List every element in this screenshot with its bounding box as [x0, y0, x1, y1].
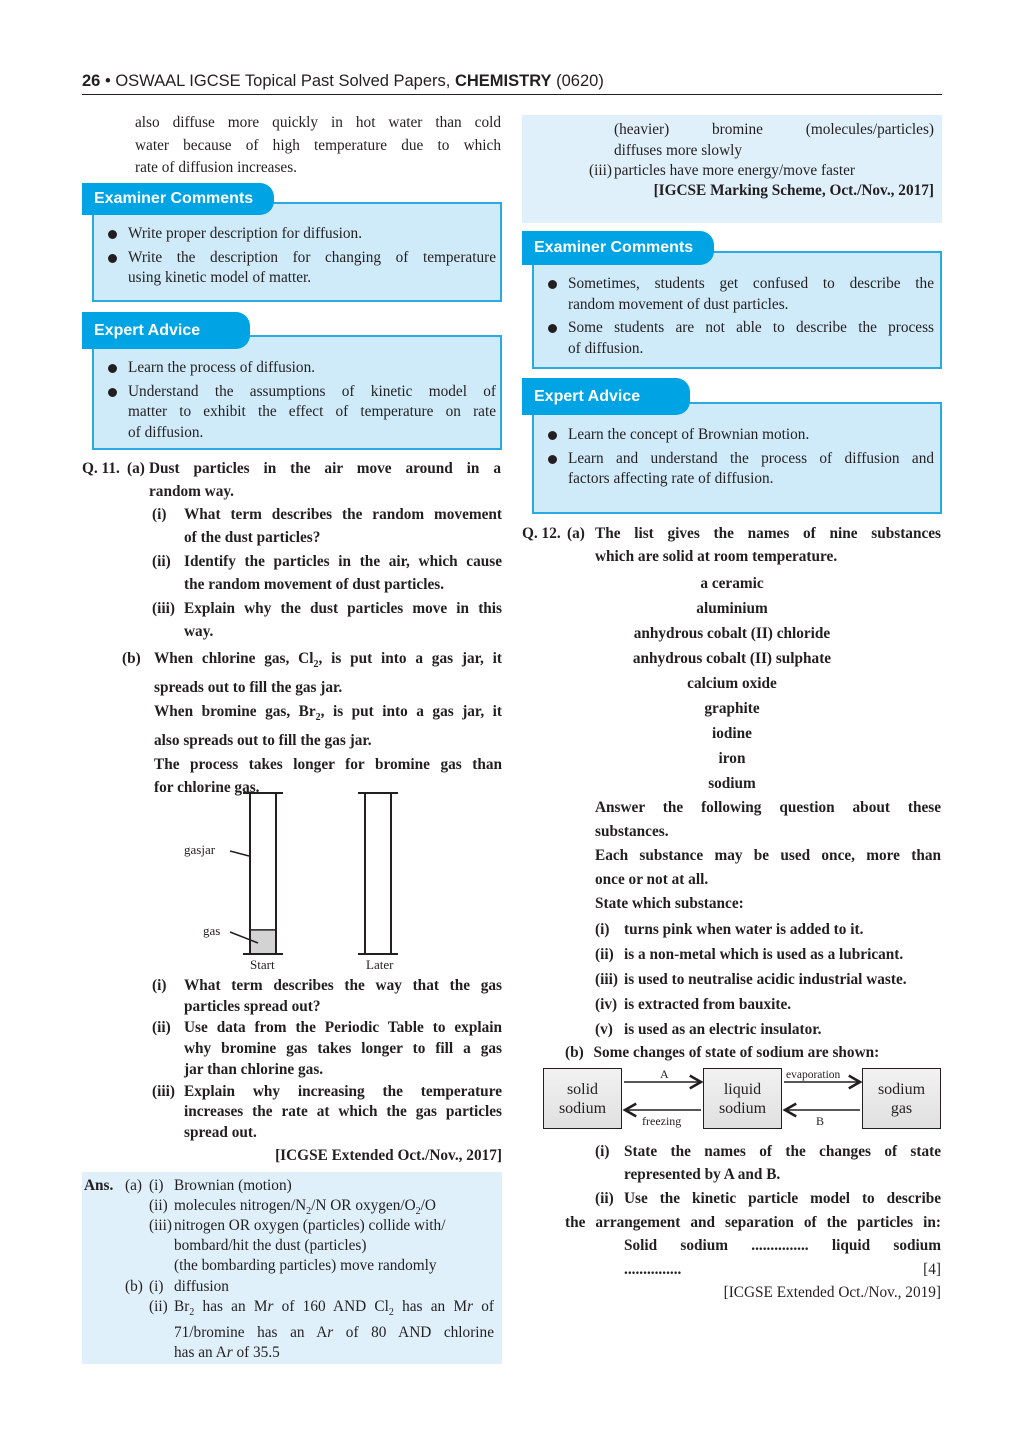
- sub-label: (iii): [149, 1217, 172, 1234]
- text-line: When chlorine gas, $Cl_2$, is put into a gas jar, it: [154, 650, 502, 671]
- examiner-comments-title: Examiner Comments: [522, 231, 714, 265]
- item-text: random movement of dust particles.: [568, 295, 789, 313]
- text-line: The list gives the names of nine substances: [595, 525, 941, 542]
- expert-advice-list: [108, 358, 496, 443]
- text-line: jar than chlorine gas.: [184, 1060, 324, 1078]
- sub-label: (iii): [152, 600, 175, 617]
- text-line: the random movement of dust particles.: [184, 575, 445, 593]
- item-text: of diffusion.: [568, 339, 644, 357]
- text-line: What term describes the way that the gas: [184, 977, 502, 994]
- label-evaporation: evaporation: [786, 1069, 841, 1081]
- bullet-icon: [548, 324, 557, 333]
- text-line: water because of high temperature due to which: [135, 136, 501, 154]
- examiner-comments-list: [548, 274, 934, 359]
- sub-label: (iii): [589, 162, 612, 179]
- question-number: Q. 12.: [522, 525, 561, 542]
- substance-item: anhydrous cobalt (II) chloride: [633, 625, 831, 642]
- sub-label: (ii): [152, 1019, 171, 1037]
- bullet-icon: [548, 280, 557, 289]
- label-A: A: [660, 1067, 669, 1081]
- text-line: once or not at all.: [595, 870, 709, 888]
- label-B: B: [816, 1114, 825, 1128]
- text-line: rate of diffusion increases.: [135, 159, 297, 176]
- list-item: [108, 248, 496, 289]
- part-label: (a): [125, 1177, 142, 1194]
- item-text: Write the description for changing of temperature: [128, 248, 496, 266]
- item-text: of diffusion.: [128, 423, 204, 441]
- text-line: also spreads out to fill the gas jar.: [154, 731, 372, 749]
- sub-question: [152, 551, 502, 596]
- q12-b-ii: [565, 1187, 941, 1305]
- item-text: Write proper description for diffusion.: [128, 225, 363, 242]
- text-line: random way.: [149, 482, 234, 500]
- substance-item: iodine: [712, 725, 752, 742]
- fill-in-line: Solid sodium ............... liquid sodium: [624, 1237, 941, 1254]
- q11-source: [ICGSE Extended Oct./Nov., 2017]: [275, 1147, 502, 1164]
- sub-question: [152, 598, 502, 643]
- text-line: for chlorine gas.: [154, 778, 260, 796]
- state-box-solid: solid sodium: [543, 1068, 622, 1129]
- bullet-icon: [548, 431, 557, 440]
- part-label: (a): [127, 460, 145, 477]
- item-text: Learn and understand the process of diffusion and: [568, 449, 934, 467]
- q11-b: [122, 648, 502, 799]
- text-line: (heavier) bromine (molecules/particles): [614, 121, 934, 138]
- text-line: When bromine gas, $Br_2$, is put into a gas jar, it: [154, 703, 502, 724]
- answer-continued: [614, 120, 934, 161]
- text-line: way.: [184, 622, 214, 640]
- list-item: [108, 382, 496, 444]
- answer-text: molecules nitrogen/$N_2/N$ OR oxygen/$O_2/O$: [174, 1197, 436, 1218]
- sub-question: (v) is used as an electric insulator.: [595, 1021, 822, 1038]
- text-line: Dust particles in the air move around in a: [149, 460, 501, 477]
- sub-label: (ii): [149, 1298, 168, 1315]
- text-line: the arrangement and separation of the particles in:: [565, 1213, 941, 1231]
- text-line: of the dust particles?: [184, 528, 321, 546]
- sub-label: (i): [152, 506, 167, 523]
- answer-text: Brownian (motion): [174, 1177, 292, 1194]
- sub-label: (iii): [152, 1082, 175, 1100]
- q12-source: [ICGSE Extended Oct./Nov., 2019]: [723, 1284, 941, 1301]
- answer-text: diffusion: [174, 1278, 229, 1295]
- marks: [4]: [923, 1260, 941, 1278]
- part-label: (b): [122, 650, 141, 667]
- sub-question: [152, 976, 502, 1017]
- label-gasjar: gasjar: [184, 842, 216, 857]
- substance-item: graphite: [704, 700, 760, 717]
- question-11: [82, 458, 502, 503]
- examiner-comments-list: [108, 224, 496, 289]
- label-gas: gas: [203, 923, 221, 938]
- item-text: Sometimes, students get confused to describe the: [568, 275, 934, 292]
- text-line: Explain why the dust particles move in this: [184, 600, 502, 617]
- subject-code: (0620): [556, 72, 604, 90]
- answer-text: nitrogen OR oxygen (particles) collide with/ bombard/hit the dust (particles) (the bombarding particles) move randomly: [174, 1217, 446, 1275]
- answer-source: [IGCSE Marking Scheme, Oct./Nov., 2017]: [653, 182, 934, 199]
- header-bullet: •: [104, 72, 111, 90]
- sub-question: [152, 1018, 502, 1080]
- answer-text: $Br_2$ has an Mr of 160 AND $Cl_2$ has an Mr of 71/bromine has an Ar of 80 AND chlorine has an Ar of 35.5: [174, 1298, 495, 1362]
- bullet-icon: [548, 455, 557, 464]
- label-later: Later: [366, 957, 394, 972]
- list-item: [108, 224, 496, 245]
- state-arrows: [620, 1065, 865, 1130]
- substance-item: iron: [718, 750, 746, 767]
- label-freezing: freezing: [642, 1114, 682, 1128]
- page-header: [82, 70, 942, 95]
- text-line: Some changes of state of sodium are shown:: [593, 1044, 880, 1061]
- list-item: [108, 358, 496, 379]
- bullet-icon: [108, 388, 117, 397]
- list-item: [548, 318, 934, 359]
- substance-item: aluminium: [696, 600, 768, 617]
- expert-advice-list: [548, 425, 934, 490]
- text-line: also diffuse more quickly in hot water than cold: [135, 114, 501, 131]
- text-line: What term describes the random movement: [184, 506, 502, 523]
- text-line: State which substance:: [595, 895, 744, 912]
- substance-list: [522, 571, 942, 796]
- sub-question: [152, 1082, 502, 1144]
- item-text: Learn the process of diffusion.: [128, 359, 316, 376]
- expert-advice-title: Expert Advice: [82, 312, 250, 349]
- text-line: Use data from the Periodic Table to explain: [184, 1019, 502, 1037]
- bullet-icon: [108, 364, 117, 373]
- list-item: [548, 274, 934, 315]
- fill-in-line-2: ............... [4]: [624, 1258, 941, 1282]
- subject-name: CHEMISTRY: [454, 72, 552, 90]
- intro-paragraph: [135, 112, 501, 180]
- q12-instructions: [595, 796, 941, 916]
- text-line: Each substance may be used once, more than: [595, 847, 941, 864]
- expert-advice-title: Expert Advice: [522, 378, 690, 415]
- item-text: Learn the concept of Brownian motion.: [568, 426, 810, 443]
- text-line: substances.: [595, 822, 669, 840]
- part-label: (b): [125, 1278, 143, 1295]
- text-line: particles spread out?: [184, 997, 321, 1015]
- question-12: [522, 523, 942, 568]
- substance-item: anhydrous cobalt (II) sulphate: [632, 650, 832, 667]
- answer-text: particles have more energy/move faster: [614, 162, 855, 179]
- gas-jar-diagram: [170, 785, 430, 975]
- sub-label: (i): [152, 977, 167, 994]
- sub-label: (i): [149, 1278, 164, 1295]
- page-number: 26: [82, 72, 101, 90]
- state-box-gas: sodium gas: [862, 1068, 941, 1129]
- item-text: matter to exhibit the effect of temperature on rate: [128, 403, 496, 420]
- part-label: (b): [565, 1044, 584, 1061]
- item-text: using kinetic model of matter.: [128, 269, 312, 286]
- gas-jar-later: [358, 793, 398, 954]
- label-start: Start: [250, 957, 275, 972]
- bullet-icon: [108, 230, 117, 239]
- state-box-liquid: liquid sodium: [703, 1068, 782, 1129]
- item-text: Understand the assumptions of kinetic model of: [128, 382, 496, 400]
- gasjar-pointer: [230, 851, 249, 856]
- sub-question: (i) State the names of the changes of state represented by A and B.: [595, 1143, 941, 1183]
- item-text: factors affecting rate of diffusion.: [568, 470, 774, 487]
- q11-a-parts: [152, 504, 502, 643]
- q12-b: [565, 1042, 945, 1064]
- answer-label: Ans.: [84, 1177, 114, 1194]
- text-line: why bromine gas takes longer to fill a gas: [184, 1040, 502, 1058]
- book-title: OSWAAL IGCSE Topical Past Solved Papers,: [115, 72, 451, 90]
- sub-question: [152, 504, 502, 549]
- item-text: Some students are not able to describe the process: [568, 319, 934, 336]
- text-line: Answer the following question about these: [595, 799, 941, 816]
- list-item: [548, 449, 934, 490]
- sub-label: (ii): [152, 553, 171, 570]
- bullet-icon: [108, 254, 117, 263]
- gas-jar-start: [243, 793, 283, 954]
- substance-item: calcium oxide: [687, 675, 777, 692]
- sub-label: (ii): [149, 1197, 168, 1214]
- text-line: diffuses more slowly: [614, 141, 743, 159]
- examiner-comments-title: Examiner Comments: [82, 183, 274, 215]
- sub-label: (i): [149, 1177, 164, 1194]
- question-number: Q. 11.: [82, 460, 120, 477]
- text-line: spreads out to fill the gas jar.: [154, 678, 343, 696]
- sub-question: (iv) is extracted from bauxite.: [595, 996, 792, 1013]
- text-line: which are solid at room temperature.: [595, 547, 838, 565]
- sub-question: (iii) is used to neutralise acidic industrial waste.: [595, 971, 907, 988]
- substance-item: sodium: [708, 775, 756, 792]
- q11-b-parts: [152, 976, 502, 1144]
- q12-a-parts: [595, 917, 945, 1042]
- text-line: Identify the particles in the air, which cause: [184, 553, 502, 570]
- text-line: spread out.: [184, 1123, 257, 1141]
- text-line: The process takes longer for bromine gas than: [154, 756, 502, 774]
- sub-question: (ii) is a non-metal which is used as a lubricant.: [595, 946, 904, 963]
- substance-item: a ceramic: [700, 575, 764, 592]
- q12-b-i: [595, 1140, 941, 1186]
- sub-question: (i) turns pink when water is added to it.: [595, 921, 864, 938]
- text-line: Explain why increasing the temperature: [184, 1082, 502, 1100]
- text-line: increases the rate at which the gas particles: [184, 1103, 502, 1121]
- list-item: [548, 425, 934, 446]
- sub-question: (ii) Use the kinetic particle model to describe: [595, 1190, 941, 1207]
- part-label: (a): [567, 525, 585, 542]
